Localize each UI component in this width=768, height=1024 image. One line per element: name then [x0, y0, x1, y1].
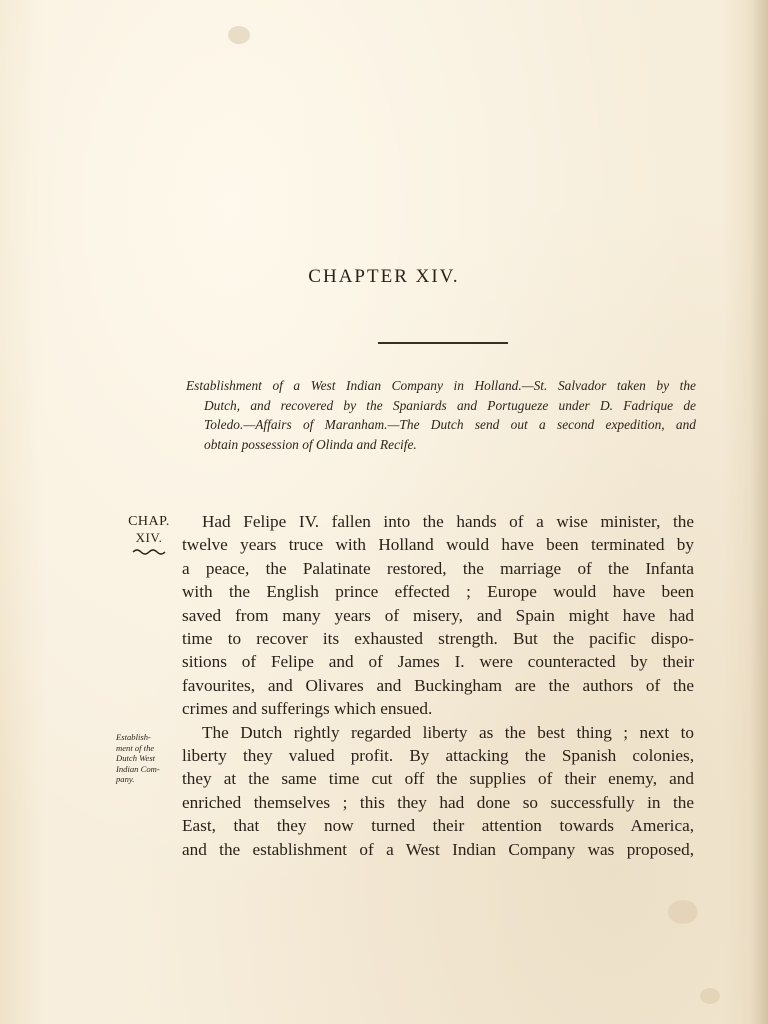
chapter-title: CHAPTER XIV. — [308, 266, 460, 287]
spine-shadow — [750, 0, 768, 1024]
synopsis-line: Establishment of a West Indian Company in Holland.—St. Salvador taken by the — [186, 378, 696, 393]
body-line: crimes and sufferings which ensued. — [182, 699, 433, 719]
body-line: and the establishment of a West Indian Company was proposed, — [182, 839, 694, 859]
synopsis-line: Dutch, and recovered by the Spaniards and Portugueze under D. Fadrique de — [204, 397, 696, 413]
side-note-line: Establish- — [116, 732, 151, 742]
margin-chap-number: XIV. — [135, 530, 163, 545]
chapter-rule — [378, 342, 508, 344]
show-through-text — [120, 96, 720, 264]
chapter-synopsis — [186, 376, 696, 454]
body-line: East, that they now turned their attention towards America, — [182, 816, 694, 836]
body-line: favourites, and Olivares and Buckingham are the authors of the — [182, 675, 694, 695]
body-line: Had Felipe IV. fallen into the hands of a wise minister, the — [202, 512, 694, 531]
foxing-spot — [700, 988, 720, 1004]
body-line: The Dutch rightly regarded liberty as the best thing ; next to — [202, 722, 694, 742]
foxing-spot — [228, 26, 250, 44]
margin-chapter-marker — [118, 514, 180, 556]
body-line: saved from many years of misery, and Spain might have had — [182, 605, 694, 625]
body-text — [182, 510, 694, 861]
body-line: they at the same time cut off the supplies of their enemy, and — [182, 769, 694, 789]
ornament-icon — [132, 548, 166, 556]
side-note-line: Dutch West — [116, 753, 156, 764]
margin-side-note — [116, 732, 178, 785]
body-line: with the English prince effected ; Europe would have been — [182, 582, 694, 602]
body-line: twelve years truce with Holland would have been terminated by — [182, 535, 694, 555]
body-line: liberty they valued profit. By attacking the Spanish colonies, — [182, 746, 694, 766]
side-note-line: Indian Com- — [116, 763, 160, 774]
body-line: sitions of Felipe and of James I. were counteracted by their — [182, 652, 694, 672]
synopsis-line: obtain possession of Olinda and Recife. — [204, 436, 417, 452]
body-line: time to recover its exhausted strength. But the pacific dispo- — [182, 629, 694, 649]
side-note-line: pany. — [116, 774, 135, 785]
body-line: a peace, the Palatinate restored, the marriage of the Infanta — [182, 558, 694, 578]
margin-chap-label: CHAP. — [128, 514, 170, 529]
synopsis-line: Toledo.—Affairs of Maranham.—The Dutch send out a second expedition, and — [204, 417, 696, 432]
side-note-line: ment of the — [116, 742, 155, 753]
body-line: enriched themselves ; this they had done so successfully in the — [182, 792, 694, 812]
foxing-spot — [668, 900, 698, 924]
